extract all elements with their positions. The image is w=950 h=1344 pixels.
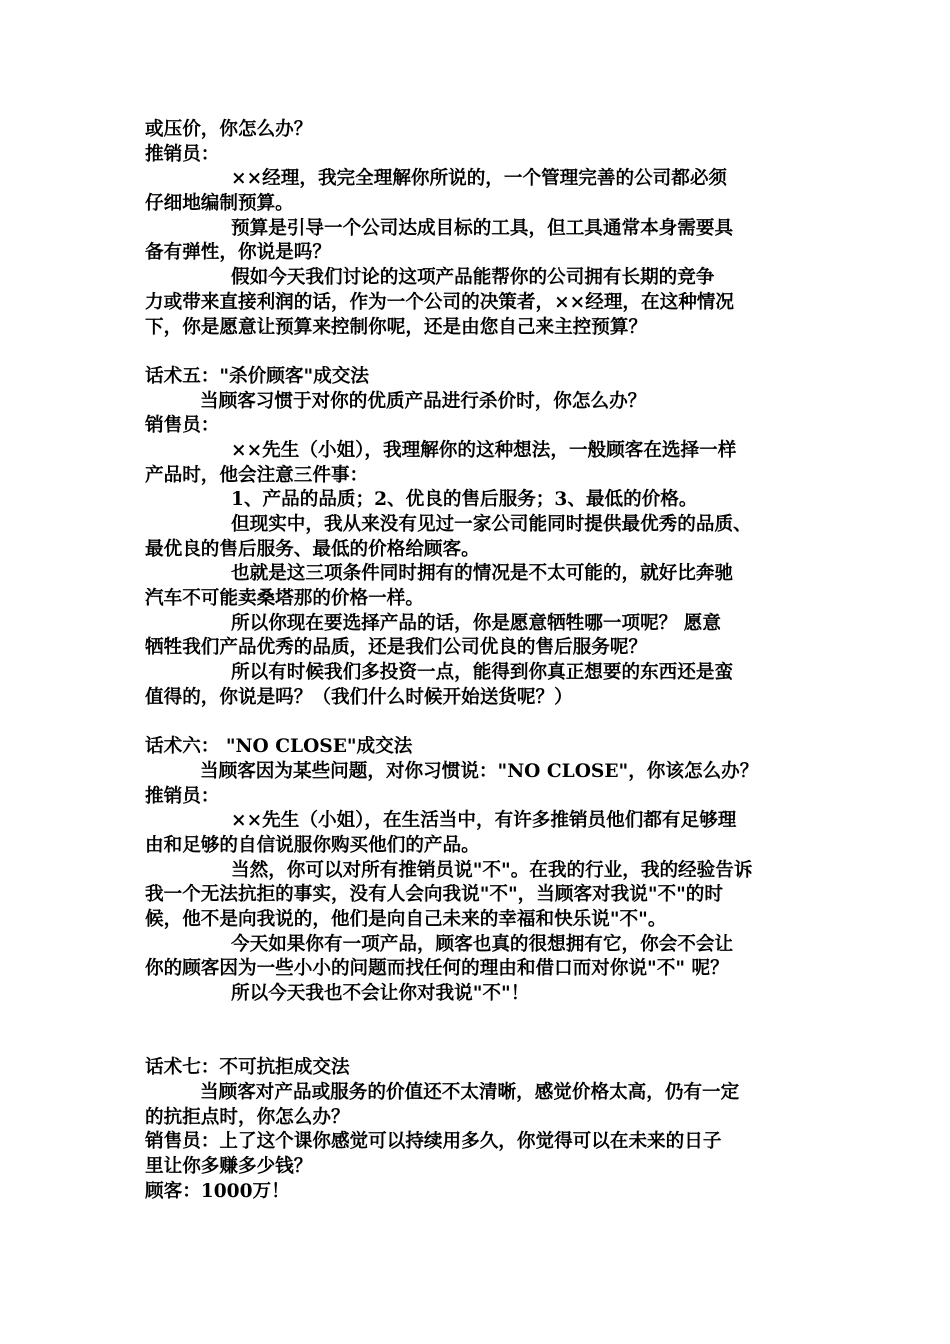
text-line: 牺牲我们产品优秀的品质，还是我们公司优良的售后服务呢？ (145, 637, 648, 659)
text-line: 里让你多赚多少钱？ (145, 1155, 313, 1177)
text-line: 预算是引导一个公司达成目标的工具，但工具通常本身需要具 (231, 217, 734, 239)
text-line: 的抗拒点时，你怎么办？ (145, 1106, 350, 1128)
text-line: ××先生（小姐），在生活当中，有许多推销员他们都有足够理 (231, 810, 737, 832)
text-line: 或压价，你怎么办？ (145, 119, 313, 140)
text-line: 值得的，你说是吗？（我们什么时候开始送货呢？） (145, 686, 573, 708)
section-heading: 话术五："杀价顾客"成交法 (145, 365, 369, 387)
text-line: 当然，你可以对所有推销员说"不"。在我的行业，我的经验告诉 (231, 859, 753, 881)
section-heading: 话术七：不可抗拒成交法 (145, 1057, 350, 1079)
section-heading: 话术六： "NO CLOSE"成交法 (145, 736, 413, 758)
text-line: 但现实中，我从来没有见过一家公司能同时提供最优秀的品质、 (231, 514, 752, 535)
text-line: 力或带来直接利润的话，作为一个公司的决策者，××经理，在这种情况 (145, 291, 734, 313)
speaker-label: 销售员： (145, 415, 220, 437)
text-line: ××经理，我完全理解你所说的，一个管理完善的公司都必须 (231, 168, 728, 190)
text-line: 也就是这三项条件同时拥有的情况是不太可能的，就好比奔驰 (231, 563, 734, 585)
speaker-label: 推销员： (145, 785, 220, 807)
text-line: 仔细地编制预算。 (145, 193, 294, 215)
text-line: 当顾客因为某些问题，对你习惯说："NO CLOSE"，你该怎么办？ (200, 760, 759, 782)
text-line: 你的顾客因为一些小小的问题而找任何的理由和借口而对你说"不" 呢？ (145, 958, 729, 980)
text-line: 顾客：1000万！ (145, 1180, 290, 1202)
text-line: 所以有时候我们多投资一点，能得到你真正想要的东西还是蛮 (231, 662, 734, 684)
text-line: 由和足够的自信说服你购买他们的产品。 (145, 834, 480, 856)
text-line: 下，你是愿意让预算来控制你呢，还是由您自己来主控预算？ (145, 316, 648, 338)
text-line: 最优良的售后服务、最低的价格给顾客。 (145, 538, 480, 560)
text-line: 汽车不可能卖桑塔那的价格一样。 (145, 588, 424, 610)
text-line: 产品时，他会注意三件事： (145, 464, 369, 486)
text-line: 假如今天我们讨论的这项产品能帮你的公司拥有长期的竞争 (231, 267, 715, 289)
text-line: 候，他不是向我说的，他们是向自己未来的幸福和快乐说"不"。 (145, 909, 667, 930)
text-line: 今天如果你有一项产品，顾客也真的很想拥有它，你会不会让 (231, 933, 734, 955)
text-line: 当顾客习惯于对你的优质产品进行杀价时，你怎么办？ (200, 390, 647, 412)
text-line: ××先生（小姐），我理解你的这种想法，一般顾客在选择一样 (231, 439, 737, 461)
text-line: 当顾客对产品或服务的价值还不太清晰，感觉价格太高，仍有一定 (200, 1081, 740, 1103)
text-line: 我一个无法抗拒的事实，没有人会向我说"不"，当顾客对我说"不"的时 (145, 884, 723, 906)
speaker-label: 推销员： (145, 143, 220, 165)
text-line: 1、产品的品质；2、优良的售后服务；3、最低的价格。 (231, 489, 698, 511)
document-body (145, 118, 825, 1204)
text-line: 所以你现在要选择产品的话，你是愿意牺牲哪一项呢？ 愿意 (231, 612, 721, 634)
text-line: 备有弹性，你说是吗？ (145, 242, 331, 264)
text-line: 所以今天我也不会让你对我说"不"！ (231, 983, 530, 1005)
text-line: 销售员：上了这个课你感觉可以持续用多久，你觉得可以在未来的日子 (145, 1131, 722, 1153)
